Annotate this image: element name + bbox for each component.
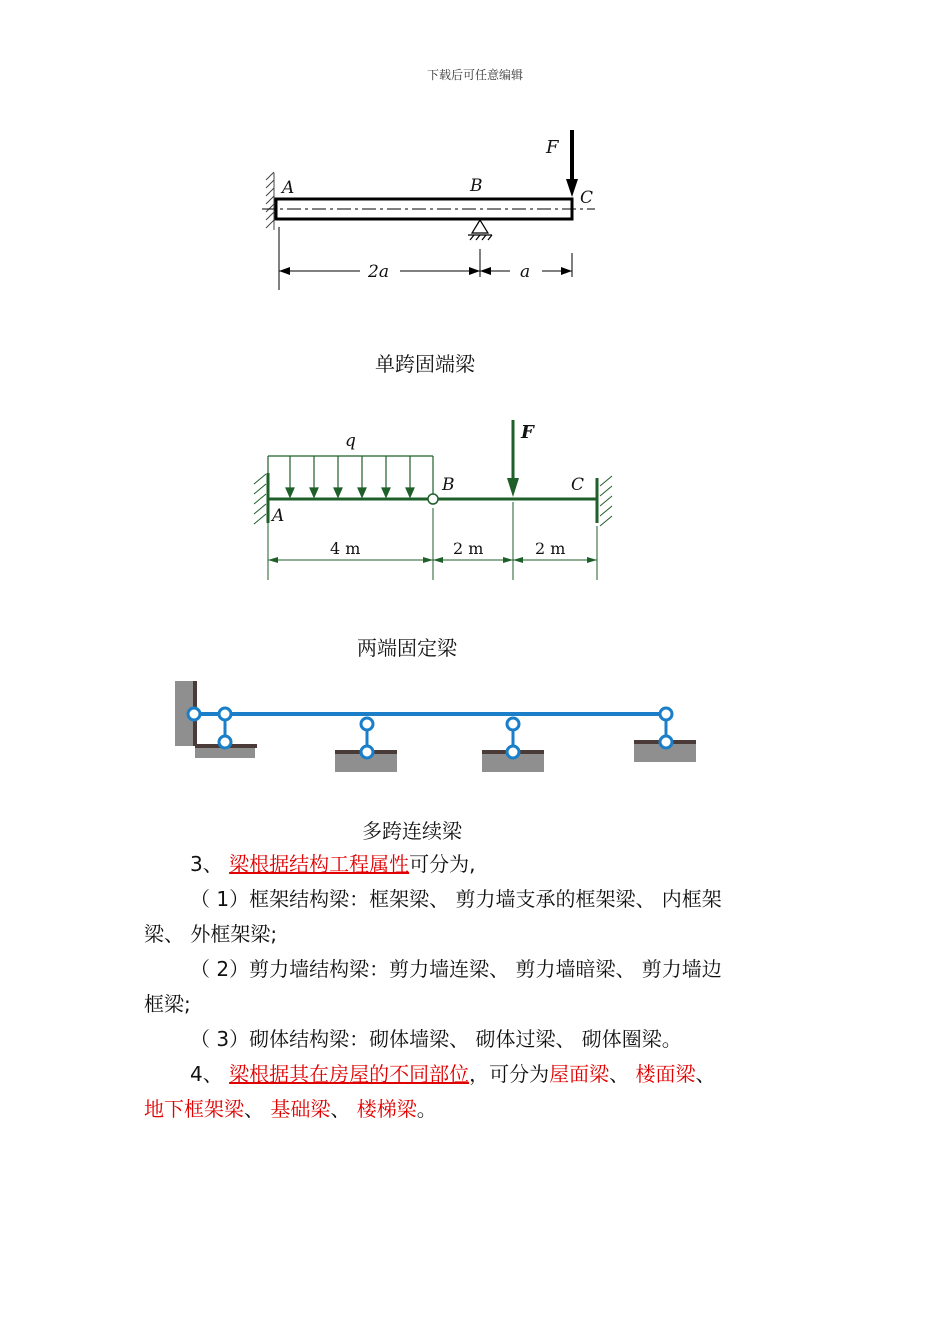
label-q: q <box>345 431 356 451</box>
section-3-number: 3、 <box>190 852 223 876</box>
item-1-line-2: 梁、 外框架梁; <box>144 922 278 946</box>
caption-single-span: 单跨固端梁 <box>375 352 475 376</box>
support-4 <box>634 708 696 762</box>
item-3-text: （ 3）砌体结构梁：砌体墙梁、 砌体过梁、 砌体圈梁。 <box>190 1027 682 1051</box>
item-3-line-1 <box>144 1022 814 1057</box>
force-arrow-f <box>507 420 519 497</box>
dim-a: a <box>520 262 531 282</box>
section-4-line-1 <box>144 1057 814 1092</box>
label-c: C <box>571 475 585 495</box>
support-2 <box>335 718 397 772</box>
caption-continuous-beam: 多跨连续梁 <box>362 819 462 843</box>
caption-fixed-both-ends: 两端固定梁 <box>357 636 457 660</box>
item-2-text: （ 2）剪力墙结构梁：剪力墙连梁、 剪力墙暗梁、 剪力墙边 <box>190 957 722 981</box>
figure-fixed-both-ends-beam <box>250 418 620 586</box>
section-4-line-2 <box>144 1092 814 1127</box>
label-a: A <box>272 506 285 526</box>
item-2-line-2: 框梁; <box>144 992 191 1016</box>
separator: 、 <box>695 1062 716 1086</box>
dim-2m-left: 2 m <box>453 539 484 558</box>
label-c: C <box>580 188 594 208</box>
fixed-support-a <box>254 473 268 524</box>
label-f: F <box>546 137 559 158</box>
item-2-line-1 <box>144 952 814 987</box>
hinge-b <box>428 494 438 504</box>
fixed-support-a <box>266 172 274 230</box>
figure-continuous-beam <box>170 676 710 780</box>
page-header: 下载后可任意编辑 <box>426 68 523 82</box>
section-3-highlight: 梁根据结构工程属性 <box>229 852 410 876</box>
term-basement-frame-beam: 地下框架梁 <box>144 1097 244 1121</box>
dim-2a: 2a <box>368 262 389 282</box>
item-1-line-1 <box>144 882 814 917</box>
label-f: F <box>521 422 534 443</box>
separator: 、 <box>609 1062 630 1086</box>
term-stair-beam: 楼梯梁 <box>356 1097 417 1121</box>
figure-single-span-beam <box>200 125 620 300</box>
separator: 、 <box>244 1097 264 1121</box>
force-arrow-f <box>566 130 578 197</box>
section-4-highlight: 梁根据其在房屋的不同部位 <box>229 1062 470 1086</box>
label-a: A <box>282 178 295 198</box>
term-foundation-beam: 基础梁 <box>270 1097 331 1121</box>
pin-support-b <box>468 220 492 240</box>
dim-4m: 4 m <box>330 539 361 558</box>
label-b: B <box>442 475 455 495</box>
section-4-mid: ，可分为 <box>469 1062 550 1086</box>
fixed-support-c <box>597 476 612 526</box>
section-3-line <box>144 847 814 882</box>
distributed-load-q <box>268 456 433 499</box>
item-1-text: （ 1）框架结构梁：框架梁、 剪力墙支承的框架梁、 内框架 <box>190 887 722 911</box>
support-3 <box>482 718 544 772</box>
section-3 <box>144 847 814 1127</box>
dim-2m-right: 2 m <box>535 539 566 558</box>
label-b: B <box>470 176 483 196</box>
term-roof-beam: 屋面梁 <box>549 1062 610 1086</box>
period: 。 <box>416 1097 437 1121</box>
section-3-rest: 可分为, <box>409 852 476 876</box>
section-4-number: 4、 <box>190 1062 223 1086</box>
fixed-corner-support <box>175 681 257 758</box>
separator: 、 <box>330 1097 351 1121</box>
term-floor-beam: 楼面梁 <box>635 1062 696 1086</box>
